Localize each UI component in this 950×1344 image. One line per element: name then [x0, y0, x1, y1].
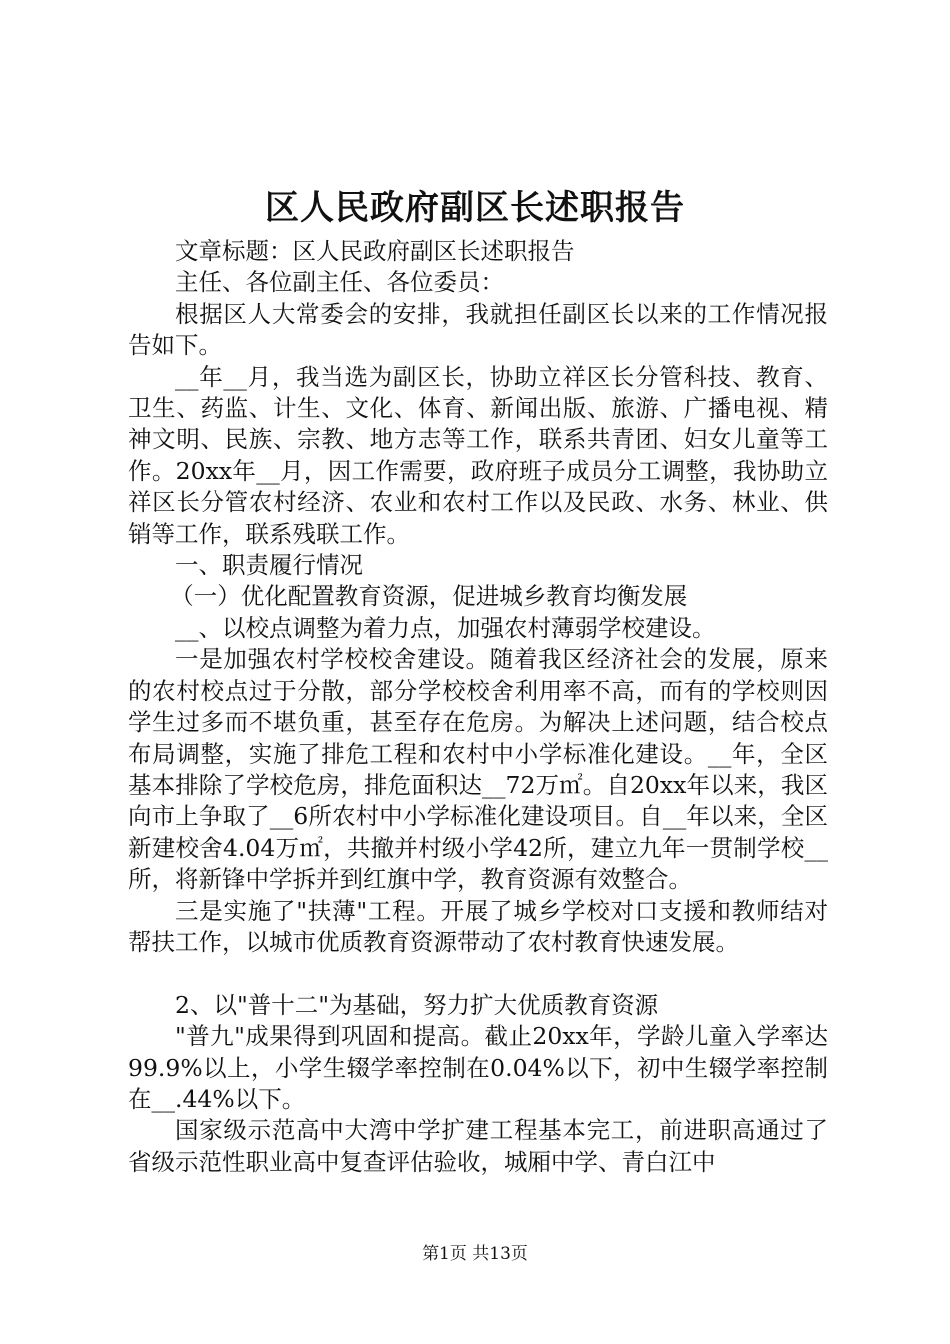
paragraph-fubao-project: 三是实施了"扶薄"工程。开展了城乡学校对口支援和教师结对帮扶工作，以城市优质教育资源带动了农村教育快速发展。	[128, 896, 828, 956]
subsection-heading: （一）优化配置教育资源，促进城乡教育均衡发展	[170, 582, 688, 611]
document-title: 区人民政府副区长述职报告	[265, 188, 685, 228]
salutation: 主任、各位副主任、各位委员：	[175, 268, 504, 297]
paragraph-school-construction: 一是加强农村学校校舍建设。随着我区经济社会的发展，原来的农村校点过于分散，部分学校校舍利用率不高，而有的学校则因学生过多而不堪负重，甚至存在危房。为解决上述问题，结合校点布局调整，实施了排危工程和农村中小学标准化建设。__年，全区基本排除了学校危房，排危面积达__72万㎡。自20xx年以来，我区向市上争取了__6所农村中小学标准化建设项目。自__年以来，全区新建校舍4.04万㎡，共撤并村级小学42所，建立九年一贯制学校__所，将新锋中学拆并到红旗中学，教育资源有效整合。	[128, 645, 828, 894]
document-body	[128, 236, 828, 1178]
item-heading-2: 2、以"普十二"为基础，努力扩大优质教育资源	[175, 990, 659, 1019]
paragraph-high-school: 国家级示范高中大湾中学扩建工程基本完工，前进职高通过了省级示范性职业高中复查评估验收，城厢中学、青白江中	[128, 1116, 828, 1176]
article-title-line: 文章标题：区人民政府副区长述职报告	[175, 237, 575, 265]
paragraph-pujiu: "普九"成果得到巩固和提高。截止20xx年，学龄儿童入学率达99.9%以上，小学生辍学率控制在0.04%以下，初中生辍学率控制在__.44%以下。	[128, 1022, 828, 1113]
page-footer: 第1页 共13页	[422, 1244, 528, 1264]
paragraph-gap	[128, 958, 828, 989]
paragraph-duties: __年__月，我当选为副区长，协助立祥区长分管科技、教育、卫生、药监、计生、文化、体育、新闻出版、旅游、广播电视、精神文明、民族、宗教、地方志等工作，联系共青团、妇女儿童等工作。20xx年__月，因工作需要，政府班子成员分工调整，我协助立祥区长分管农村经济、农业和农村工作以及民政、水务、林业、供销等工作，联系残联工作。	[128, 362, 828, 548]
section-heading: 一、职责履行情况	[175, 551, 363, 580]
paragraph-intro: 根据区人大常委会的安排，我就担任副区长以来的工作情况报告如下。	[128, 299, 828, 360]
item-heading: __、以校点调整为着力点，加强农村薄弱学校建设。	[175, 613, 716, 642]
